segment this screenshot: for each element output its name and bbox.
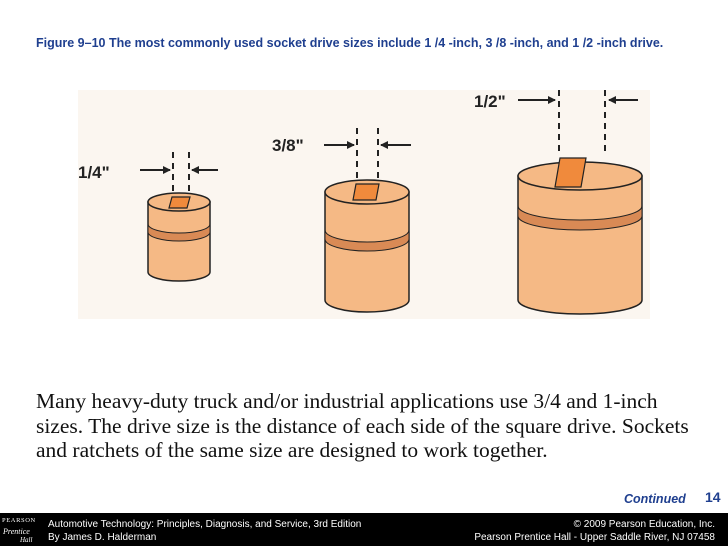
square-drive-three-eighths (353, 184, 379, 200)
socket-quarter-inch (148, 193, 210, 281)
square-drive-half (555, 158, 586, 187)
footer-book-title: Automotive Technology: Principles, Diagnosis, and Service, 3rd Edition (48, 519, 362, 530)
logo-text-mid: Prentice (3, 527, 30, 536)
footer-publisher: Pearson Prentice Hall - Upper Saddle River, NJ 07458 (474, 532, 715, 543)
socket-three-eighths-inch (325, 180, 409, 312)
slide-number: 14 (705, 489, 721, 505)
label-three-eighths-inch: 3/8" (272, 136, 304, 155)
label-quarter-inch: 1/4" (78, 163, 110, 182)
body-paragraph: Many heavy-duty truck and/or industrial applications use 3/4 and 1-inch sizes. The drive size is the distance of each side of the square drive. Sockets and ratchets of the same size are designed to work together. (36, 389, 689, 462)
figure-caption: Figure 9–10 The most commonly used socket drive sizes include 1 /4 -inch, 3 /8 -inch, and 1 /2 -inch drive. (36, 36, 664, 50)
square-drive-quarter (169, 197, 190, 208)
socket-drive-sizes-figure (78, 90, 650, 319)
footer-author: By James D. Halderman (48, 532, 157, 543)
logo-text-top: PEARSON (2, 517, 36, 524)
continued-label: Continued (624, 492, 686, 506)
label-half-inch: 1/2" (474, 92, 506, 111)
logo-text-bottom: Hall (20, 536, 33, 544)
footer-copyright: © 2009 Pearson Education, Inc. (573, 519, 715, 530)
footer-bar (0, 513, 728, 546)
socket-half-inch (518, 158, 642, 314)
pearson-prentice-hall-logo (0, 516, 40, 544)
